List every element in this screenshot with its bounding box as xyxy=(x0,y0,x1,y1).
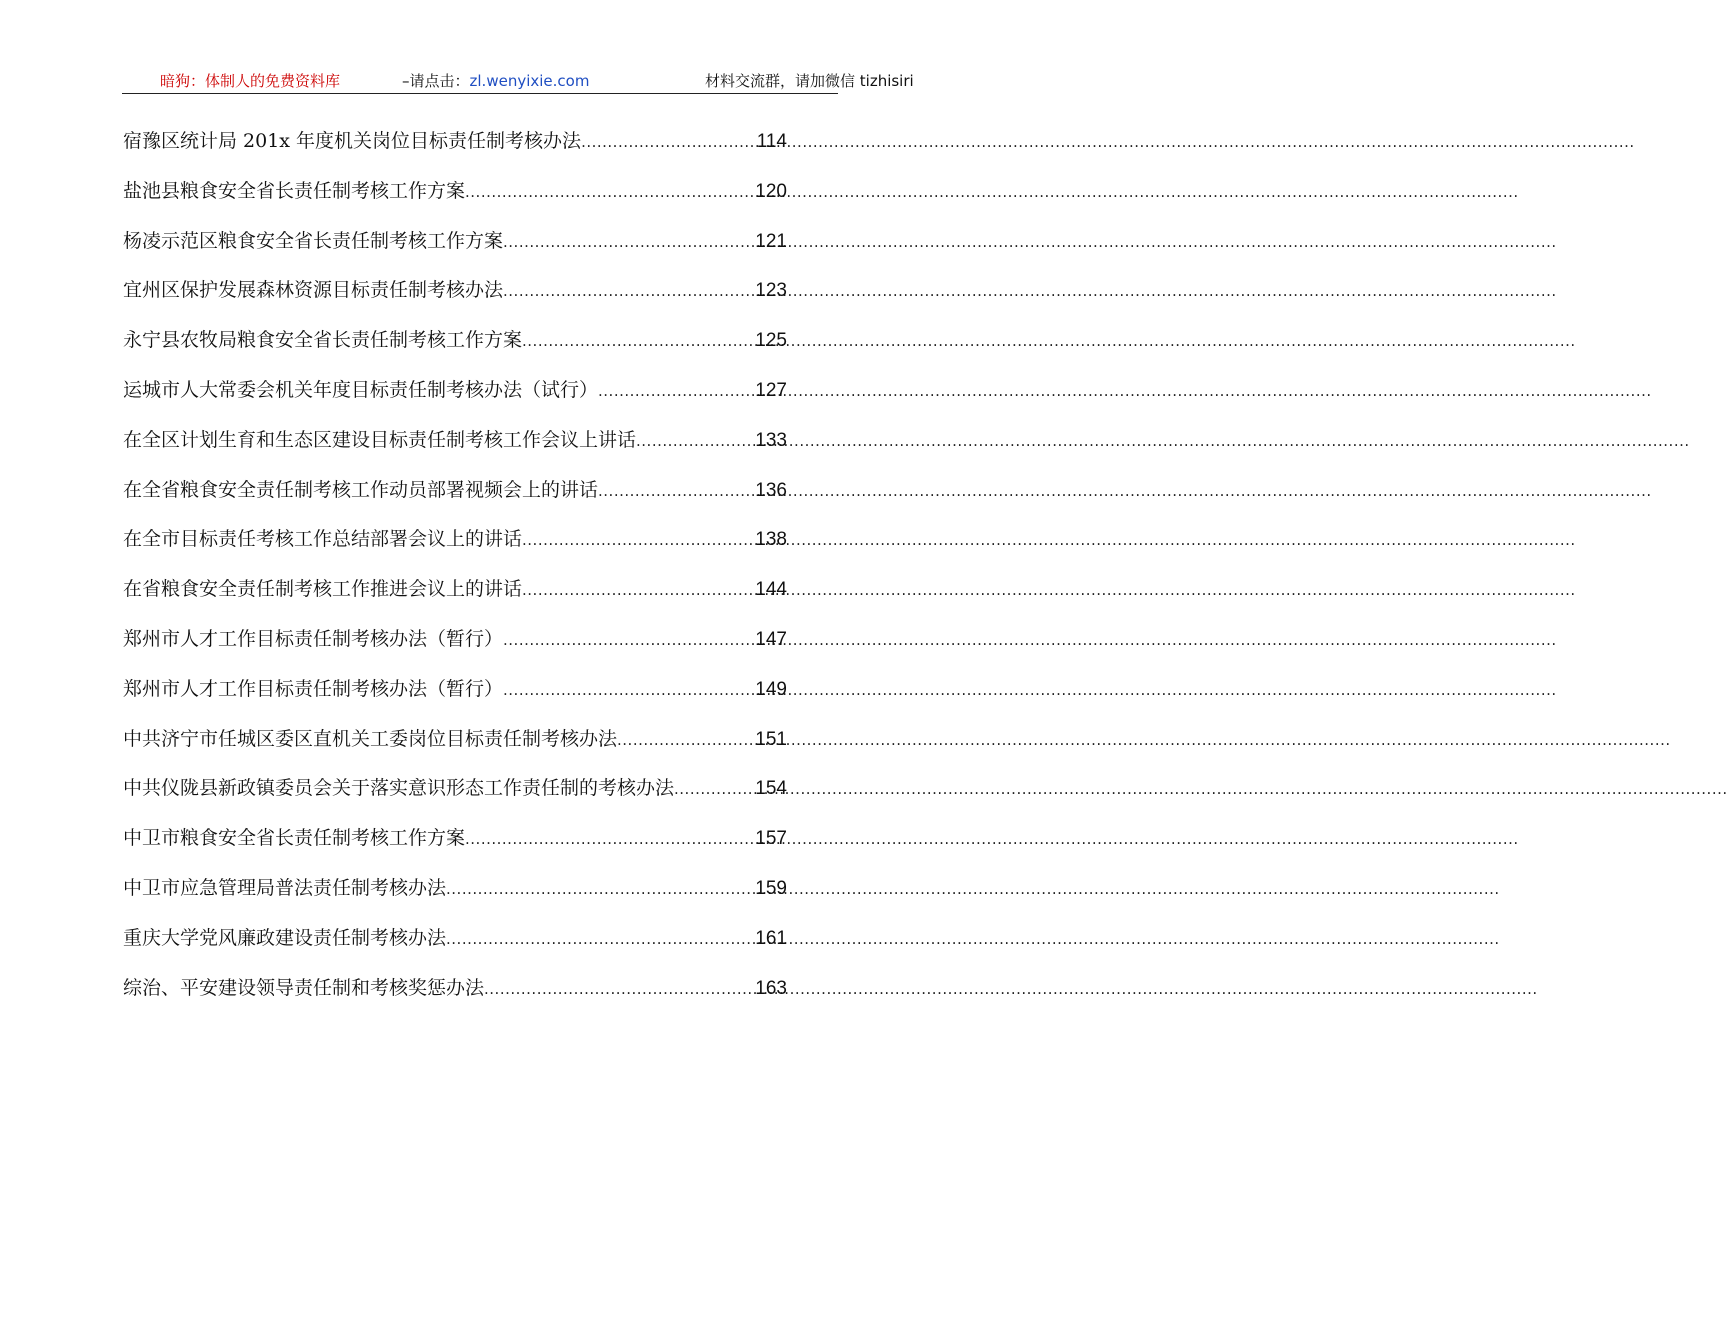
toc-entry-page-number: 154 xyxy=(755,778,787,800)
toc-entry-page-number: 144 xyxy=(755,579,787,601)
toc-dot-leader xyxy=(465,830,755,848)
page-header xyxy=(122,66,914,94)
header-click-prompt xyxy=(402,70,589,91)
toc-entry-title: 宜州区保护发展森林资源目标责任制考核办法 xyxy=(123,279,504,302)
toc-entry-title: 永宁县农牧局粮食安全省长责任制考核工作方案 xyxy=(123,329,523,352)
toc-dot-leader xyxy=(446,880,755,898)
toc-dot-leader xyxy=(503,233,755,251)
toc-entry-page-number: 121 xyxy=(755,230,787,252)
toc-entry[interactable] xyxy=(123,724,787,774)
toc-entry-page-number: 120 xyxy=(755,180,787,202)
toc-entry-page-number: 157 xyxy=(755,828,787,850)
toc-dot-leader xyxy=(503,681,755,699)
toc-entry[interactable] xyxy=(123,973,787,1023)
toc-dot-leader xyxy=(484,980,755,998)
toc-dot-leader xyxy=(446,930,755,948)
toc-entry-page-number: 127 xyxy=(755,379,787,401)
toc-entry-page-number: 149 xyxy=(755,678,787,700)
toc-entry-page-number: 138 xyxy=(755,529,787,551)
header-brand: 暗狗：体制人的免费资料库 xyxy=(160,72,341,90)
toc-entry[interactable] xyxy=(123,524,787,574)
toc-entry[interactable] xyxy=(123,425,787,475)
toc-entry-title: 郑州市人才工作目标责任制考核办法（暂行） xyxy=(123,627,504,650)
toc-entry[interactable] xyxy=(123,574,787,624)
toc-entry-page-number: 136 xyxy=(755,479,787,501)
toc-entry[interactable] xyxy=(123,873,787,923)
toc-entry[interactable] xyxy=(123,226,787,276)
toc-entry-title: 中共济宁市任城区委区直机关工委岗位目标责任制考核办法 xyxy=(123,727,618,750)
toc-entry-page-number: 133 xyxy=(755,429,787,451)
toc-dot-leader xyxy=(636,432,755,450)
toc-dot-leader xyxy=(674,780,755,798)
toc-dot-leader xyxy=(503,631,755,649)
toc-entry-page-number: 147 xyxy=(755,628,787,650)
toc-entry[interactable] xyxy=(123,176,787,226)
toc-entry[interactable] xyxy=(123,624,787,674)
header-click-label: –请点击： xyxy=(402,72,470,90)
toc-entry[interactable] xyxy=(123,823,787,873)
toc-dot-leader xyxy=(522,581,755,599)
toc-entry-title: 在全区计划生育和生态区建设目标责任制考核工作会议上讲话 xyxy=(123,428,637,451)
toc-dot-leader xyxy=(503,282,755,300)
toc-entry[interactable] xyxy=(123,923,787,973)
toc-entry-page-number: 163 xyxy=(755,977,787,999)
toc-entry[interactable] xyxy=(123,275,787,325)
toc-entry-title: 宿豫区统计局 201x 年度机关岗位目标责任制考核办法 xyxy=(123,130,582,152)
toc-dot-leader xyxy=(617,731,755,749)
toc-entry[interactable] xyxy=(123,375,787,425)
toc-entry-title: 郑州市人才工作目标责任制考核办法（暂行） xyxy=(123,677,504,700)
toc-entry[interactable] xyxy=(123,674,787,724)
toc-entry-title: 运城市人大常委会机关年度目标责任制考核办法（试行） xyxy=(123,378,599,401)
toc-entry-title: 在全省粮食安全责任制考核工作动员部署视频会上的讲话 xyxy=(123,478,599,501)
toc-entry-page-number: 161 xyxy=(755,927,787,949)
toc-entry-page-number: 125 xyxy=(755,330,787,352)
toc-entry-page-number: 123 xyxy=(755,280,787,302)
toc-entry-title: 中共仪陇县新政镇委员会关于落实意识形态工作责任制的考核办法 xyxy=(123,777,675,800)
table-of-contents xyxy=(123,126,787,1022)
header-group-note: 材料交流群，请加微信 tizhisiri xyxy=(705,72,914,90)
toc-dot-leader xyxy=(522,531,755,549)
toc-dot-leader xyxy=(598,382,755,400)
toc-dot-leader xyxy=(598,482,755,500)
toc-entry-page-number: 159 xyxy=(755,877,787,899)
toc-entry[interactable] xyxy=(123,773,787,823)
toc-entry-page-number: 114 xyxy=(756,131,787,152)
toc-entry-title: 综治、平安建设领导责任制和考核奖惩办法 xyxy=(123,976,485,999)
toc-dot-leader xyxy=(522,332,755,350)
toc-entry[interactable] xyxy=(123,126,787,176)
header-site-link[interactable]: zl.wenyixie.com xyxy=(469,72,590,90)
toc-entry-title: 重庆大学党风廉政建设责任制考核办法 xyxy=(123,926,447,949)
toc-entry-page-number: 151 xyxy=(755,728,787,750)
toc-entry-title: 盐池县粮食安全省长责任制考核工作方案 xyxy=(123,179,466,202)
toc-entry[interactable] xyxy=(123,325,787,375)
toc-entry-title: 在省粮食安全责任制考核工作推进会议上的讲话 xyxy=(123,578,523,601)
toc-dot-leader xyxy=(581,133,757,151)
toc-entry-title: 杨凌示范区粮食安全省长责任制考核工作方案 xyxy=(123,229,504,252)
toc-dot-leader xyxy=(465,183,755,201)
toc-entry[interactable] xyxy=(123,475,787,525)
toc-entry-title: 中卫市应急管理局普法责任制考核办法 xyxy=(123,876,447,899)
toc-entry-title: 中卫市粮食安全省长责任制考核工作方案 xyxy=(123,827,466,850)
toc-entry-title: 在全市目标责任考核工作总结部署会议上的讲话 xyxy=(123,528,523,551)
